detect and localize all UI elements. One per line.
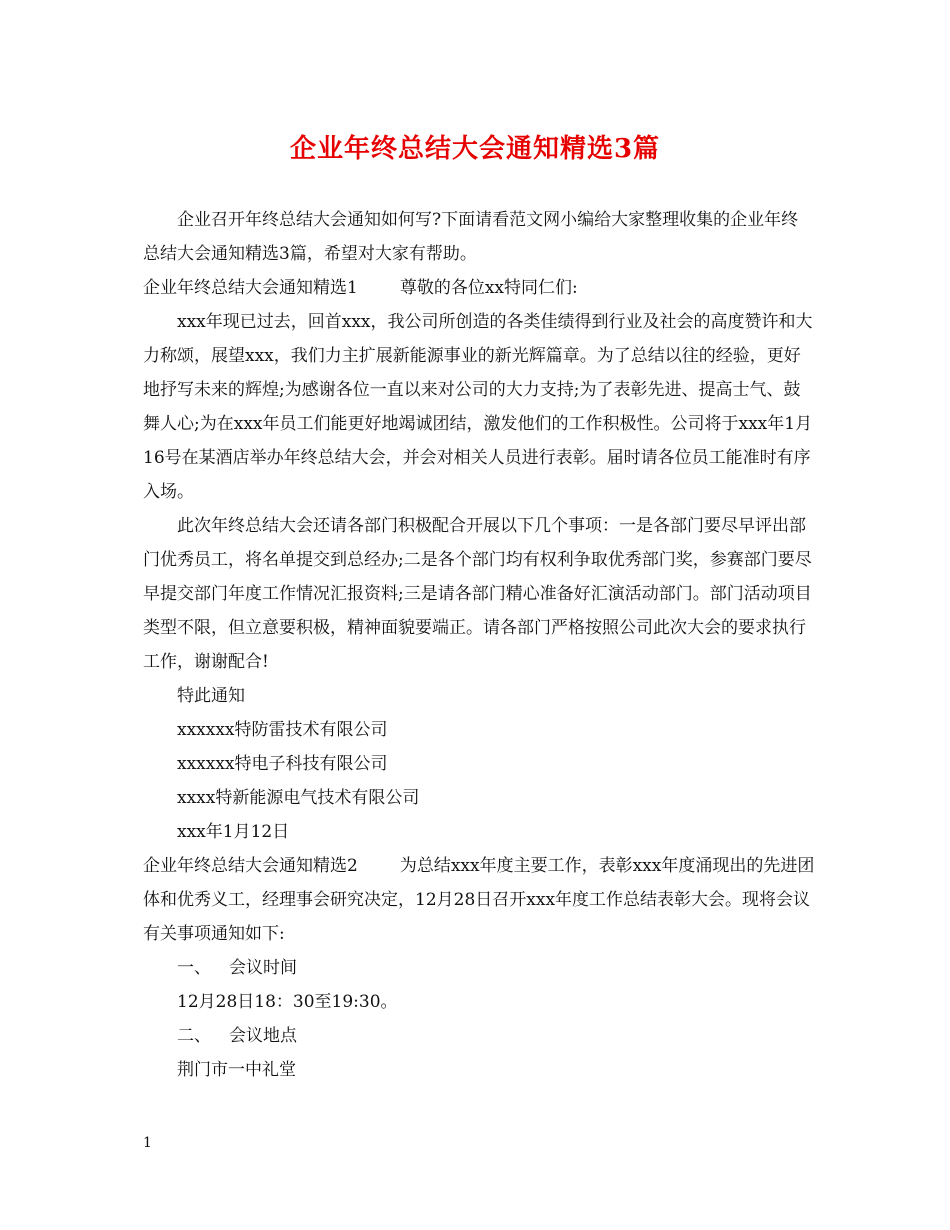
- item-label: 会议时间: [229, 958, 297, 978]
- section2-intro: 为总结xxx年度主要工作，表彰xxx年度涌现出的先进团体和优秀义工，经理事会研究决定，12月28日召开xxx年度工作总结表彰大会。现将会议有关事项通知如下:: [143, 856, 815, 944]
- item-label: 会议地点: [229, 1026, 297, 1046]
- section1-heading-line: [143, 271, 815, 305]
- page-number: 1: [143, 1135, 152, 1151]
- signature-line: xxxxxx特电子科技有限公司: [177, 754, 388, 774]
- section1-heading: 企业年终总结大会通知精选1: [143, 278, 358, 298]
- section2-heading: 企业年终总结大会通知精选2: [143, 856, 358, 876]
- item-number: 二、: [177, 1026, 211, 1046]
- section1-paragraph-1: xxx年现已过去，回首xxx，我公司所创造的各类佳绩得到行业及社会的高度赞许和大力称颂，展望xxx，我们力主扩展新能源事业的新光辉篇章。为了总结以往的经验，更好地抒写未来的辉煌;为感谢各位一直以来对公司的大力支持;为了表彰先进、提高士气、鼓舞人心;为在xxx年员工们能更好地竭诚团结，激发他们的工作积极性。公司将于xxx年1月16号在某酒店举办年终总结大会，并会对相关人员进行表彰。届时请各位员工能准时有序入场。: [143, 312, 813, 502]
- section1-closing: 特此通知: [177, 686, 245, 706]
- section1-salutation: 尊敬的各位xx特同仁们:: [399, 278, 578, 298]
- meeting-time-value: 12月28日18：30至19:30。: [177, 992, 398, 1012]
- document-body: [143, 203, 815, 1087]
- item-number: 一、: [177, 958, 211, 978]
- intro-paragraph: 企业召开年终总结大会通知如何写?下面请看范文网小编给大家整理收集的企业年终总结大会通知精选3篇，希望对大家有帮助。: [143, 210, 799, 264]
- section1-date: xxx年1月12日: [177, 822, 290, 842]
- meeting-location-value: 荆门市一中礼堂: [177, 1060, 296, 1080]
- document-title: 企业年终总结大会通知精选3篇: [289, 134, 661, 164]
- section2-paragraph-1: [143, 849, 815, 951]
- signature-line: xxxxxx特防雷技术有限公司: [177, 720, 388, 740]
- section1-paragraph-2: 此次年终总结大会还请各部门积极配合开展以下几个事项：一是各部门要尽早评出部门优秀员工，将名单提交到总经办;二是各个部门均有权利争取优秀部门奖，参赛部门要尽早提交部门年度工作情况汇报资料;三是请各部门精心准备好汇演活动部门。部门活动项目类型不限，但立意要积极，精神面貌要端正。请各部门严格按照公司此次大会的要求执行工作，谢谢配合!: [143, 516, 812, 672]
- signature-line: xxxx特新能源电气技术有限公司: [177, 788, 420, 808]
- meeting-time-heading: [143, 951, 815, 985]
- meeting-location-heading: [143, 1019, 815, 1053]
